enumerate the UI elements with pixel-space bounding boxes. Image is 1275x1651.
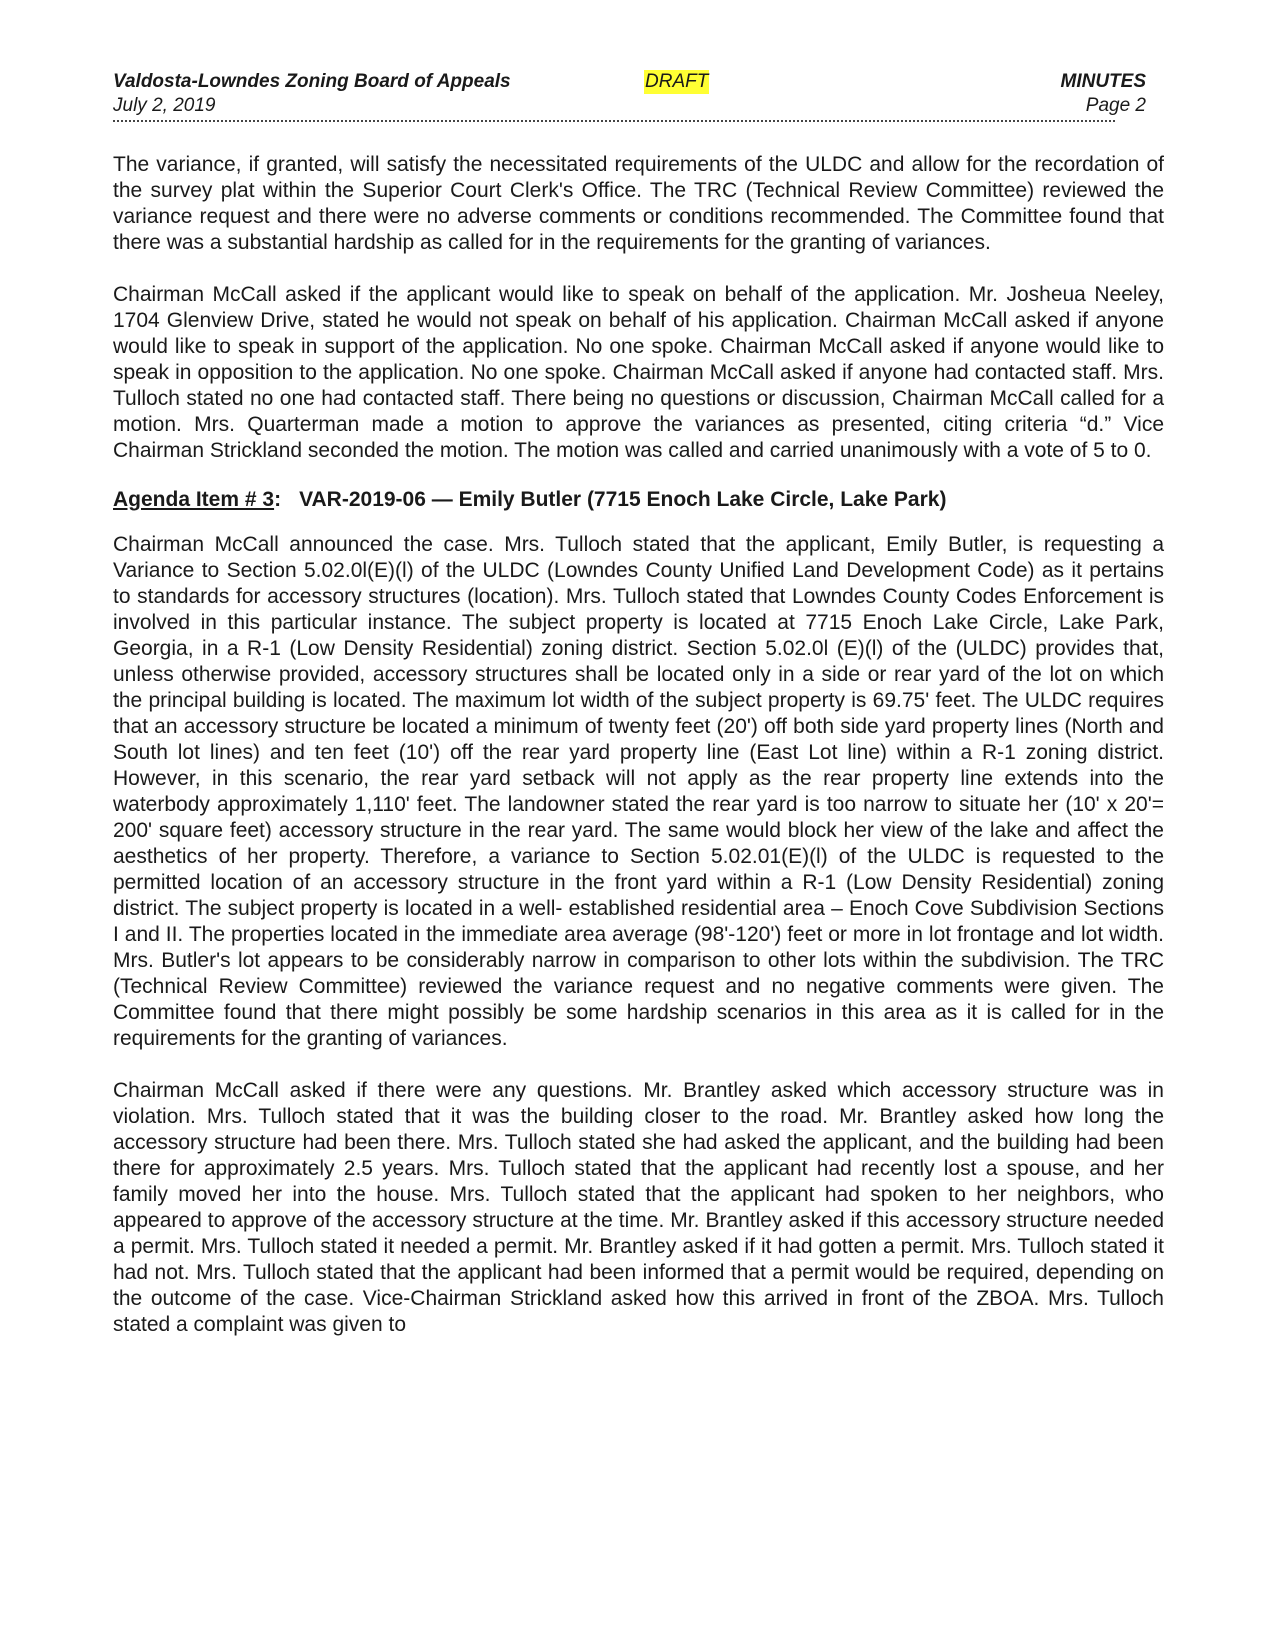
header-row-1 [113,70,1164,94]
paragraph-variance-summary: The variance, if granted, will satisfy the necessitated requirements of the ULDC and allow for the recordation of the survey plat within the Superior Court Clerk's Office. The TRC (Technical Review Committee) reviewed the variance request and there were no adverse comments or conditions recommended. The Committee found that there was a substantial hardship as called for in the requirements for the granting of variances. [113,153,1164,254]
agenda-item-heading [113,487,1164,513]
header-divider [113,120,1115,122]
agenda-item-title: VAR-2019-06 — Emily Butler (7715 Enoch Lake Circle, Lake Park) [299,488,947,511]
org-name: Valdosta-Lowndes Zoning Board of Appeals [113,71,511,92]
page-number: Page 2 [1085,95,1146,116]
paragraph-discussion: Chairman McCall asked if there were any questions. Mr. Brantley asked which accessory structure was in violation. Mrs. Tulloch stated that it was the building closer to the road. Mr. Brantley asked how long the accessory structure had been there. Mrs. Tulloch stated she had asked the applicant, and the building had been there for approximately 2.5 years. Mrs. Tulloch stated that the applicant had recently lost a spouse, and her family moved her into the house. Mrs. Tulloch stated that the applicant had spoken to her neighbors, who appeared to approve of the accessory structure at the time. Mr. Brantley asked if this accessory structure needed a permit. Mrs. Tulloch stated it needed a permit. Mr. Brantley asked if it had gotten a permit. Mrs. Tulloch stated it had not. Mrs. Tulloch stated that the applicant had been informed that a permit would be required, depending on the outcome of the case. Vice-Chairman Strickland asked how this arrived in front of the ZBOA. Mrs. Tulloch stated a complaint was given to [113,1079,1164,1336]
agenda-item-colon: : [274,488,282,511]
agenda-item-label: Agenda Item # 3 [113,488,275,511]
paragraph-case-description: Chairman McCall announced the case. Mrs. Tulloch stated that the applicant, Emily Butler, is requesting a Variance to Section 5.02.0l(E)(l) of the ULDC (Lowndes County Unified Land Development Code) as it pertains to standards for accessory structures (location). Mrs. Tulloch stated that Lowndes County Codes Enforcement is involved in this particular instance. The subject property is located at 7715 Enoch Lake Circle, Lake Park, Georgia, in a R-1 (Low Density Residential) zoning district. Section 5.02.0l (E)(l) of the (ULDC) provides that, unless otherwise provided, accessory structures shall be located only in a side or rear yard of the lot on which the principal building is located. The maximum lot width of the subject property is 69.75' feet. The ULDC requires that an accessory structure be located a minimum of twenty feet (20') off both side yard property lines (North and South lot lines) and ten feet (10') off the rear yard property line (East Lot line) within a R-1 zoning district. However, in this scenario, the rear yard setback will not apply as the rear property line extends into the waterbody approximately 1,110' feet. The landowner stated the rear yard is too narrow to situate her (10' x 20'= 200' square feet) accessory structure in the rear yard. The same would block her view of the lake and affect the aesthetics of her property. Therefore, a variance to Section 5.02.01(E)(l) of the ULDC is requested to the permitted location of an accessory structure in the front yard within a R-1 (Low Density Residential) zoning district. The subject property is located in a well- established residential area – Enoch Cove Subdivision Sections I and II. The properties located in the immediate area average (98'-120') feet or more in lot frontage and lot width. Mrs. Butler's lot appears to be considerably narrow in comparison to other lots within the subdivision. The TRC (Technical Review Committee) reviewed the variance request and no negative comments were given. The Committee found that there might possibly be some hardship scenarios in this area as it is called for in the requirements for the granting of variances. [113,533,1164,1050]
document-page [113,70,1164,1338]
meeting-date: July 2, 2019 [113,95,216,116]
paragraph-hearing-item-2: Chairman McCall asked if the applicant would like to speak on behalf of the application. Mr. Josheua Neeley, 1704 Glenview Drive, stated he would not speak on behalf of his application. Chairman McCall asked if anyone would like to speak in support of the application. No one spoke. Chairman McCall asked if anyone would like to speak in opposition to the application. No one spoke. Chairman McCall asked if anyone had contacted staff. Mrs. Tulloch stated no one had contacted staff. There being no questions or discussion, Chairman McCall called for a motion. Mrs. Quarterman made a motion to approve the variances as presented, citing criteria “d.” Vice Chairman Strickland seconded the motion. The motion was called and carried unanimously with a vote of 5 to 0. [113,283,1164,462]
draft-badge: DRAFT [645,71,709,92]
doc-type: MINUTES [1060,71,1146,92]
header-row-2 [113,94,1164,118]
